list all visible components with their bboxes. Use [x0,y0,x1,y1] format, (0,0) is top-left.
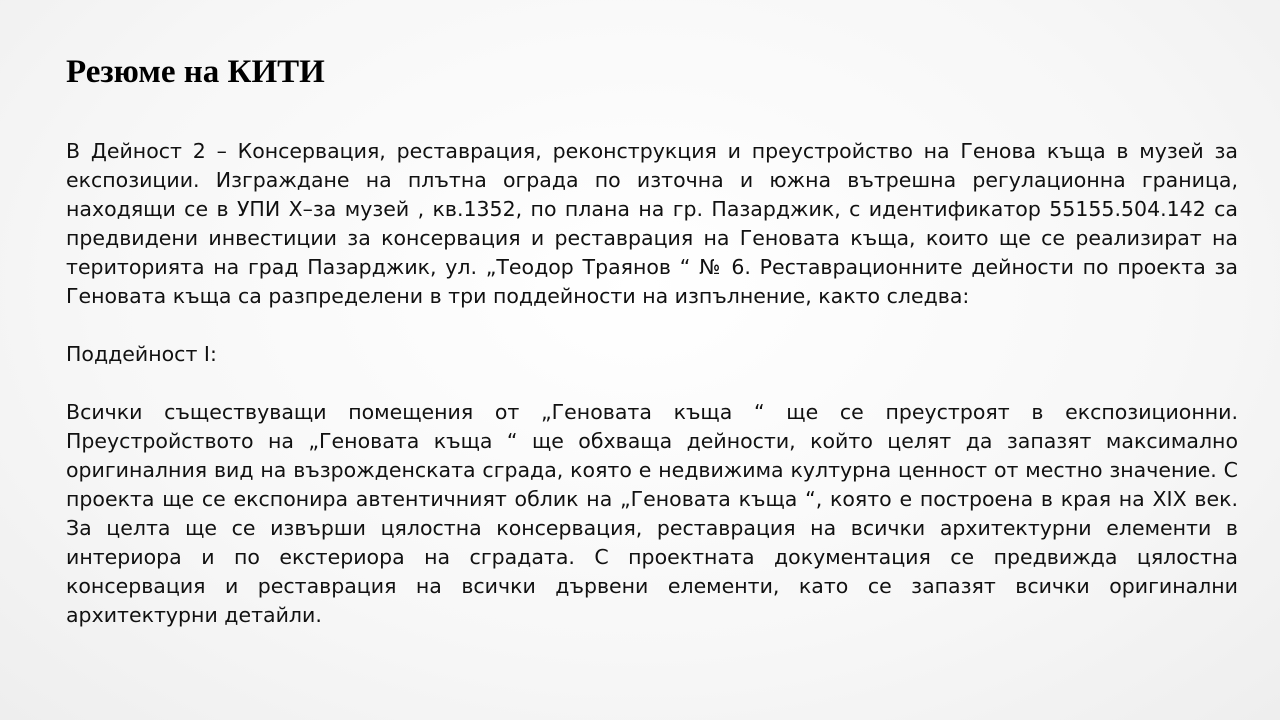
subactivity-description: Всички съществуващи помещения от „Геновата къща “ ще се преустроят в експозиционни. Преустройството на „Геновата къща “ ще обхваща дейности, който целят да запазят максимално оригиналния вид на възрожденската сграда, която е недвижима културна ценност от местно значение. С проекта ще се експонира автентичният облик на „Геновата къща “, която е построена в края на XIX век. За целта ще се извърши цялостна консервация, реставрация на всички архитектурни елементи в интериора и по екстериора на сградата. С проектната документация се предвижда цялостна консервация и реставрация на всички дървени елементи, като се запазят всички оригинални архитектурни детайли. [66,400,1238,627]
subactivity-heading: Поддейност I: [66,342,217,366]
intro-paragraph: В Дейност 2 – Консервация, реставрация, реконструкция и преустройство на Генова къща в музей за експозиции. Изграждане на плътна ограда по източна и южна вътрешна регулационна граница, находящи се в УПИ Х–за музей , кв.1352, по плана на гр. Пазарджик, с идентификатор 55155.504.142 са предвидени инвестиции за консервация и реставрация на Геновата къща, които ще се реализират на територията на град Пазарджик, ул. „Теодор Траянов “ № 6. Реставрационните дейности по проекта за Геновата къща са разпределени в три поддейности на изпълнение, както следва: [66,139,1238,308]
paragraph-spacer [66,369,1238,398]
slide-title: Резюме на КИТИ [66,54,325,90]
paragraph-spacer [66,311,1238,340]
slide-body [66,137,1238,630]
